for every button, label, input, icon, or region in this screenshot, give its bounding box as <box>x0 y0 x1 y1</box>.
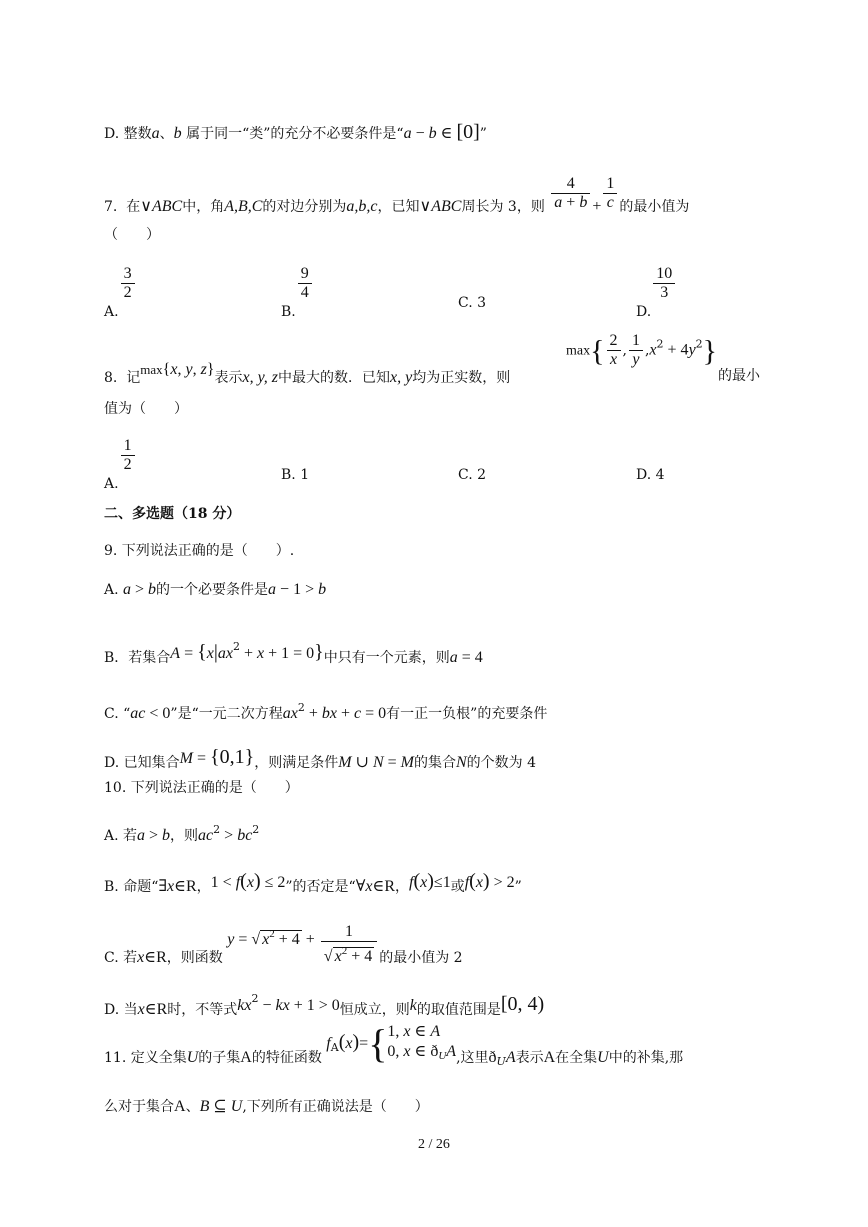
q8-tail: 的最小 <box>718 368 760 384</box>
q9-stem: 9. 下列说法正确的是（ ）. <box>104 543 295 559</box>
q9-option-c: C. “ac < 0”是“一元二次方程$ax^2$ + bx + c = 0有一正一负根”的充要条件 <box>104 701 548 722</box>
question-7: 7. 在∨ABC中，角A,B,C的对边分别为a,b,c，已知∨ABC周长为 3，则 $\frac{4}{a + b}$ + $\frac{1}{c}$ 的最小值为 <box>104 175 690 215</box>
question-8: 8. 记max{x, y, z}表示x, y, z中最大的数．已知x, y均为正实数，则 <box>104 361 511 386</box>
q10-option-a: A. 若a > b，则$ac^2 > bc^2$ <box>104 823 260 844</box>
q7-option-c: C. 3 <box>458 295 487 311</box>
q8-line2: 值为（ ） <box>104 401 188 417</box>
question-11: 11. 定义全集U的子集A的特征函数 $f_A(x)=${ 1, x ∈ A 0, x ∈ $ð_UA$ ,这里$ð_UA$表示A在全集U中的补集,那 <box>104 1021 684 1068</box>
q10-option-b: B. 命题“∃x∈R，1 < f(x) ≤ 2”的否定是“∀x∈R，f(x)≤1或f(x) > 2” <box>104 870 522 895</box>
q9-option-d: D. 已知集合M = {0,1}，则满足条件M ∪ N = M的集合N的个数为 4 <box>104 746 536 771</box>
q7-paren: （ ） <box>104 227 160 243</box>
q6-option-d: D. 整数a、b 属于同一“类”的充分不必要条件是“a − b ∈ [0]” <box>104 121 487 143</box>
q9-option-b: B．若集合$A = \{x|ax^2 + x + 1 = 0\}$中只有一个元素，则a = 4 <box>104 640 483 666</box>
max-expression: max{ $\frac{2}{x}$ , $\frac{1}{y}$ $,x^2 + 4y^2$} <box>566 332 718 368</box>
q10-option-c: C. 若x∈R，则函数 y = √ $x^2 + 4$ + $\frac{1}{√ x^2 + 4}$ 的最小值为 2 <box>104 922 463 966</box>
q8-option-b: B. 1 <box>281 467 310 483</box>
q10-stem: 10. 下列说法正确的是（ ） <box>104 780 299 796</box>
q10-option-d: D. 当x∈R时，不等式$kx^2$ − kx + 1 > 0恒成立，则k的取值范围是[0, 4) <box>104 992 545 1018</box>
q8-option-d: D. 4 <box>636 467 665 483</box>
q11-line2: 么对于集合A、B ⊆ U,下列所有正确说法是（ ） <box>104 1098 429 1115</box>
fraction: $\frac{1}{c}$ <box>603 175 617 212</box>
page-number: 2 / 26 <box>418 1137 450 1152</box>
q8-option-a: A. $\frac{1}{2}$ <box>104 437 137 474</box>
q8-option-c: C. 2 <box>458 467 487 483</box>
q7-option-d: D. $\frac{10}{3}$ <box>636 265 677 302</box>
q9-option-a: A. a > b的一个必要条件是a − 1 > b <box>104 581 327 598</box>
q7-option-b: B. $\frac{9}{4}$ <box>281 265 314 302</box>
fraction: $\frac{4}{a + b}$ <box>551 175 590 212</box>
section-heading: 二、多选题（18 分） <box>104 506 241 522</box>
q7-option-a: A. $\frac{3}{2}$ <box>104 265 137 302</box>
